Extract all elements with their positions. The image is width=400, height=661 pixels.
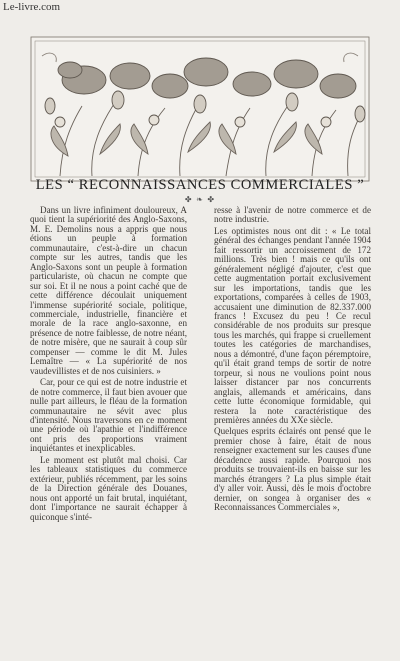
site-watermark: Le-livre.com [3, 1, 61, 13]
decorative-poppy-frieze [30, 36, 370, 182]
paragraph: Le moment est plutôt mal choisi. Car les tableaux statistiques du commerce extérieur, publiés récemment, par les soins de la Direction générale des Douanes, nous ont apporté un fait brutal, inquiétant, dont l'importance ne saurait échapper à quiconque s'inté- [30, 454, 187, 522]
paragraph: resse à l'avenir de notre commerce et de notre industrie. [214, 205, 371, 225]
paragraph: Dans un livre infiniment douloureux, A quoi tient la supériorité des Anglo-Saxons, M. E. Demolins nous a appris que nous étions un peuple à formation communautaire, c'est-à-dire un chacun compte sur les autres, tandis que les Anglo-Saxons sont un peuple à formation particulariste, où chacun ne compte que sur soi. Et il ne nous a point caché que de cette différence découlait uniquement l'immense supériorité sociale, politique, commerciale, industrielle, financière et morale de la race anglo-saxonne, en présence de notre faiblesse, de notre néant, de notre misère, que ne saurait à coup sûr compenser — comme le dit M. Jules Lemaître — « La supériorité de nos vaudevillistes et de nos cuisiniers. » [30, 205, 187, 376]
paragraph: Quelques esprits éclairés ont pensé que le premier chose à faire, était de nous renseigner exactement sur les causes d'une décadence aussi rapide. Pourquoi nos produits se trouvaient-ils en baisse sur les marchés étrangers ? La plus simple était d'y aller voir. Aussi, dès le mois d'octobre dernier, on songea à organiser des « Reconnaissances Commerciales », [214, 426, 371, 513]
left-text-column [30, 206, 187, 522]
paragraph: Les optimistes nous ont dit : « Le total général des échanges pendant l'année 1904 fait ressortir un accroissement de 172 millions. Très bien ! mais ce qu'ils ont généralement négligé d'ajouter, c'est que cette augmentation portait exclusivement sur les importations, tandis que les exportations, comparées à celles de 1903, accusaient une diminution de 82.337.000 francs ! Excusez du peu ! Ce recul considérable de nos produits sur presque tous les marchés, qui frappe si cruellement toutes les catégories de marchandises, nous a démontré, d'une façon péremptoire, qu'il était grand temps de sortir de notre torpeur, si nous ne voulions point nous laisser distancer par nos concurrents anglais, allemands et américains, dans cette lutte économique formidable, qui restera la note caractéristique des premières années du XXe siècle. [214, 225, 371, 425]
right-text-column [214, 206, 371, 513]
title-fleuron-ornament: ✤ ❧ ✤ [184, 195, 216, 204]
paragraph: Car, pour ce qui est de notre industrie et de notre commerce, il faut bien avouer que nulle part ailleurs, le fléau de la formation communautaire ne sévit avec plus d'intensité. Nous traversons en ce moment une période où l'apathie et l'indifférence ont pris des proportions vraiment inquiétantes et inexplicables. [30, 377, 187, 454]
article-title: LES “ RECONNAISSANCES COMMERCIALES ” [35, 177, 365, 193]
